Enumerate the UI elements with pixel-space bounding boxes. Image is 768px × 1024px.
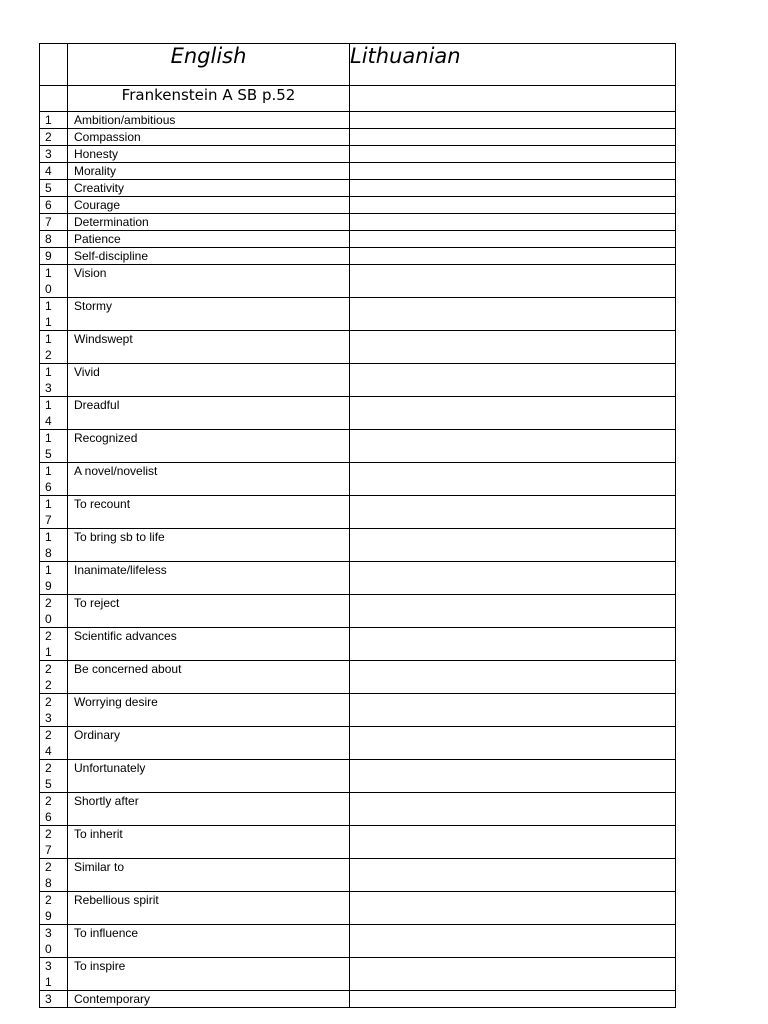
row-number (40, 958, 68, 991)
row-number (40, 214, 68, 231)
lithuanian-translation-cell[interactable] (350, 180, 676, 197)
english-term: Creativity (68, 180, 350, 197)
row-number (40, 859, 68, 892)
row-number-text: 15 (45, 431, 52, 461)
english-term: To inherit (68, 826, 350, 859)
lithuanian-translation-cell[interactable] (350, 892, 676, 925)
row-number (40, 793, 68, 826)
row-number (40, 430, 68, 463)
row-number-text: 3 (45, 147, 52, 161)
row-number-text: 4 (45, 164, 52, 178)
lithuanian-translation-cell[interactable] (350, 859, 676, 892)
row-number (40, 562, 68, 595)
lithuanian-translation-cell[interactable] (350, 248, 676, 265)
english-term: Ambition/ambitious (68, 112, 350, 129)
row-number (40, 925, 68, 958)
lithuanian-translation-cell[interactable] (350, 231, 676, 248)
lithuanian-translation-cell[interactable] (350, 562, 676, 595)
row-number (40, 727, 68, 760)
row-number (40, 163, 68, 180)
table-row (40, 214, 676, 231)
english-term: Be concerned about (68, 661, 350, 694)
row-number (40, 364, 68, 397)
table-row (40, 760, 676, 793)
row-number-text: 25 (45, 761, 52, 791)
lithuanian-translation-cell[interactable] (350, 331, 676, 364)
vocabulary-table (39, 43, 676, 1008)
lithuanian-translation-cell[interactable] (350, 727, 676, 760)
row-number-text: 1 (45, 113, 52, 127)
row-number (40, 265, 68, 298)
english-term: Stormy (68, 298, 350, 331)
table-row (40, 180, 676, 197)
row-number (40, 892, 68, 925)
row-number (40, 248, 68, 265)
english-term: Determination (68, 214, 350, 231)
table-row (40, 197, 676, 214)
row-number-text: 7 (45, 215, 52, 229)
english-term: Compassion (68, 129, 350, 146)
english-term: Unfortunately (68, 760, 350, 793)
row-number (40, 760, 68, 793)
table-row (40, 331, 676, 364)
subheader-translation-cell (350, 86, 676, 112)
header-english: English (68, 44, 350, 86)
row-number (40, 231, 68, 248)
row-number-text: 22 (45, 662, 52, 692)
english-term: To recount (68, 496, 350, 529)
lithuanian-translation-cell[interactable] (350, 197, 676, 214)
table-row (40, 826, 676, 859)
subheader-number-cell (40, 86, 68, 112)
english-term: Courage (68, 197, 350, 214)
english-term: Windswept (68, 331, 350, 364)
lithuanian-translation-cell[interactable] (350, 826, 676, 859)
english-term: Vision (68, 265, 350, 298)
english-term: Inanimate/lifeless (68, 562, 350, 595)
lithuanian-translation-cell[interactable] (350, 163, 676, 180)
row-number (40, 197, 68, 214)
lithuanian-translation-cell[interactable] (350, 146, 676, 163)
row-number-text: 30 (45, 926, 52, 956)
english-term: Self-discipline (68, 248, 350, 265)
lithuanian-translation-cell[interactable] (350, 265, 676, 298)
english-term: Morality (68, 163, 350, 180)
row-number (40, 463, 68, 496)
table-row (40, 595, 676, 628)
row-number-text: 5 (45, 181, 52, 195)
lithuanian-translation-cell[interactable] (350, 760, 676, 793)
row-number-text: 28 (45, 860, 52, 890)
english-term: Patience (68, 231, 350, 248)
row-number-text: 12 (45, 332, 52, 362)
row-number-text: 11 (45, 299, 52, 329)
row-number-text: 17 (45, 497, 52, 527)
row-number-text: 27 (45, 827, 52, 857)
row-number (40, 397, 68, 430)
english-term: Vivid (68, 364, 350, 397)
english-term: Honesty (68, 146, 350, 163)
english-term: To inspire (68, 958, 350, 991)
lithuanian-translation-cell[interactable] (350, 463, 676, 496)
row-number (40, 331, 68, 364)
row-number (40, 826, 68, 859)
english-term: Dreadful (68, 397, 350, 430)
row-number (40, 595, 68, 628)
table-row (40, 925, 676, 958)
header-row (40, 44, 676, 86)
row-number-text: 16 (45, 464, 52, 494)
row-number (40, 661, 68, 694)
row-number-text: 9 (45, 249, 52, 263)
subheader-row (40, 86, 676, 112)
row-number-text: 18 (45, 530, 52, 560)
table-row (40, 958, 676, 991)
english-term: Recognized (68, 430, 350, 463)
row-number-text: 24 (45, 728, 52, 758)
row-number-text: 10 (45, 266, 52, 296)
source-reference: Frankenstein A SB p.52 (68, 86, 350, 112)
lithuanian-translation-cell[interactable] (350, 661, 676, 694)
row-number (40, 146, 68, 163)
english-term: To bring sb to life (68, 529, 350, 562)
row-number (40, 694, 68, 727)
row-number-text: 6 (45, 198, 52, 212)
lithuanian-translation-cell[interactable] (350, 298, 676, 331)
english-term: Contemporary (68, 991, 350, 1008)
table-row (40, 129, 676, 146)
lithuanian-translation-cell[interactable] (350, 129, 676, 146)
english-term: Similar to (68, 859, 350, 892)
row-number-text: 20 (45, 596, 52, 626)
table-row (40, 661, 676, 694)
lithuanian-translation-cell[interactable] (350, 430, 676, 463)
header-number-cell (40, 44, 68, 86)
lithuanian-translation-cell[interactable] (350, 496, 676, 529)
english-term: Rebellious spirit (68, 892, 350, 925)
lithuanian-translation-cell[interactable] (350, 397, 676, 430)
row-number (40, 180, 68, 197)
english-term: A novel/novelist (68, 463, 350, 496)
row-number-text: 29 (45, 893, 52, 923)
row-number-text: 31 (45, 959, 52, 989)
table-row (40, 859, 676, 892)
lithuanian-translation-cell[interactable] (350, 991, 676, 1008)
table-row (40, 991, 676, 1008)
english-term: Scientific advances (68, 628, 350, 661)
table-row (40, 146, 676, 163)
row-number-text: 3 (45, 992, 52, 1006)
table-row (40, 248, 676, 265)
table-row (40, 397, 676, 430)
row-number (40, 298, 68, 331)
table-row (40, 727, 676, 760)
lithuanian-translation-cell[interactable] (350, 112, 676, 129)
table-row (40, 793, 676, 826)
row-number (40, 991, 68, 1008)
table-row (40, 364, 676, 397)
lithuanian-translation-cell[interactable] (350, 694, 676, 727)
lithuanian-translation-cell[interactable] (350, 364, 676, 397)
row-number-text: 8 (45, 232, 52, 246)
lithuanian-translation-cell[interactable] (350, 793, 676, 826)
row-number-text: 2 (45, 130, 52, 144)
row-number (40, 112, 68, 129)
english-term: To reject (68, 595, 350, 628)
row-number-text: 14 (45, 398, 52, 428)
table-row (40, 430, 676, 463)
table-row (40, 298, 676, 331)
english-term: Shortly after (68, 793, 350, 826)
table-row (40, 562, 676, 595)
table-row (40, 892, 676, 925)
lithuanian-translation-cell[interactable] (350, 628, 676, 661)
table-row (40, 265, 676, 298)
table-row (40, 231, 676, 248)
row-number (40, 496, 68, 529)
english-term: Ordinary (68, 727, 350, 760)
table-row (40, 694, 676, 727)
row-number-text: 13 (45, 365, 52, 395)
english-term: To influence (68, 925, 350, 958)
lithuanian-translation-cell[interactable] (350, 958, 676, 991)
table-row (40, 628, 676, 661)
table-row (40, 112, 676, 129)
english-term: Worrying desire (68, 694, 350, 727)
table-row (40, 529, 676, 562)
table-row (40, 496, 676, 529)
row-number (40, 529, 68, 562)
row-number (40, 628, 68, 661)
lithuanian-translation-cell[interactable] (350, 214, 676, 231)
table-row (40, 463, 676, 496)
row-number-text: 21 (45, 629, 52, 659)
lithuanian-translation-cell[interactable] (350, 529, 676, 562)
row-number-text: 26 (45, 794, 52, 824)
table-row (40, 163, 676, 180)
row-number (40, 129, 68, 146)
vocabulary-table-body (40, 44, 676, 1008)
lithuanian-translation-cell[interactable] (350, 595, 676, 628)
lithuanian-translation-cell[interactable] (350, 925, 676, 958)
header-lithuanian: Lithuanian (350, 44, 676, 86)
row-number-text: 19 (45, 563, 52, 593)
row-number-text: 23 (45, 695, 52, 725)
